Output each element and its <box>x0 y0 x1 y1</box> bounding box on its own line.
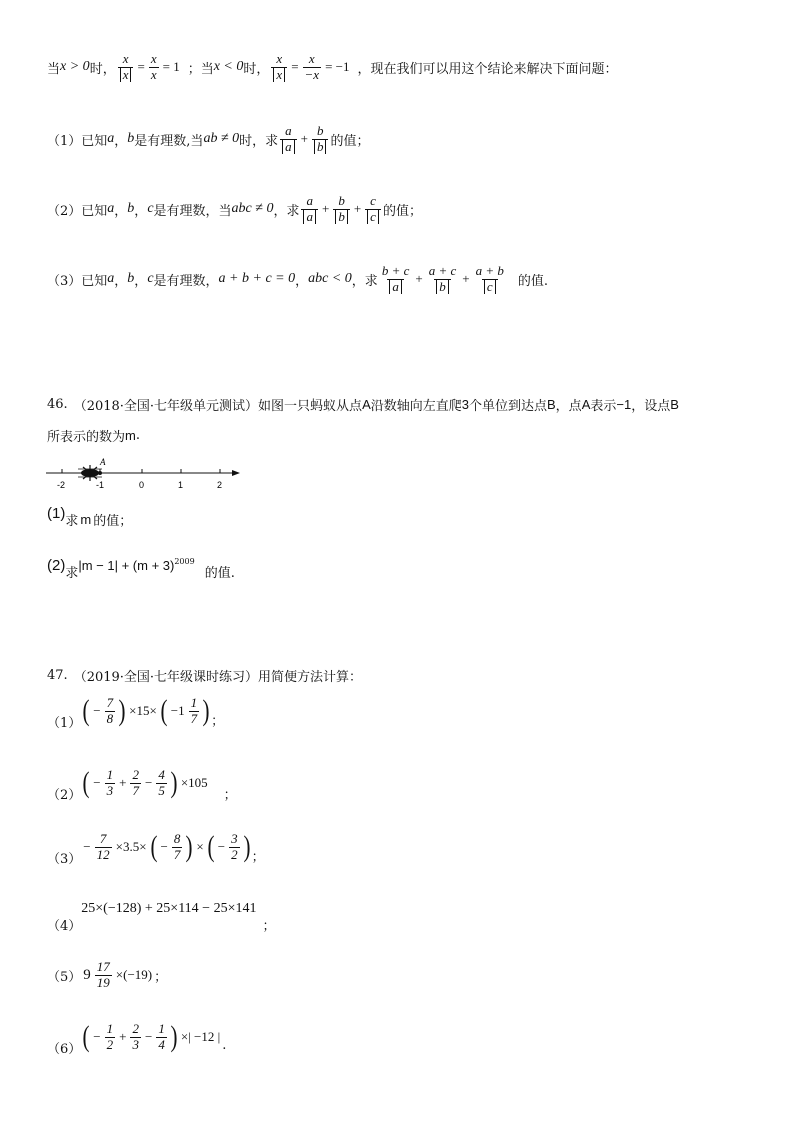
math-frac: $\frac{x}{-x}$ <box>304 51 320 82</box>
q47-item4: （4） 25×(−128) + 25×114 − 25×141 ； <box>47 900 276 934</box>
math-frac: $\frac{x}{x}$ <box>150 51 157 82</box>
intro-line: 当 x > 0 时， $\frac{x}{x}$ = $\frac{x}{x}$ = 1 ；当 x < 0 时， $\frac{x}{x}$ = $\frac{x}{-x}$ = −1 ，现在我们可以用这个结论来解决下面问题： <box>47 51 618 82</box>
intro-text: 当 <box>47 61 61 77</box>
intro-text: ，现在我们可以用这个结论来解决下面问题： <box>357 61 618 77</box>
tick-label: 2 <box>217 480 223 490</box>
math-cond: x > 0 <box>60 59 90 75</box>
q46-line1: 46. （2018·全国·七年级单元测试） 如图一只蚂蚁从点 A 沿数轴向左直爬 3 个单位到达点 B ，点 A 表示 −1 ，设点 B <box>47 397 679 414</box>
tick-label: 0 <box>139 480 145 490</box>
tick-label: -2 <box>57 480 66 490</box>
q45-sub3: （3）已知 a ， b ， c 是有理数， a + b + c = 0 ， abc < 0 ，求 $\frac{b + c}{a}$ + $\frac{a + c}{b}$ + $\frac{a + b}{c}$ 的值. <box>47 263 549 294</box>
intro-text: ；当 <box>187 61 214 77</box>
q47-item6: （6） ( − $\frac{1}{2}$ + $\frac{2}{3}$ − $\frac{1}{4}$ ) ×| −12 | . <box>47 1020 227 1057</box>
point-a-label: A <box>100 457 106 467</box>
tick-label: -1 <box>96 480 105 490</box>
math-cond: x < 0 <box>213 59 244 75</box>
q47-item2: （2） ( − $\frac{1}{3}$ + $\frac{2}{7}$ − $\frac{4}{5}$ ) ×105 ； <box>47 766 237 803</box>
intro-text: 时， <box>89 61 116 77</box>
tick-label: 1 <box>178 480 184 490</box>
number-line-figure <box>40 455 250 495</box>
q45-sub2: （2）已知 a ， b ， c 是有理数，当 abc ≠ 0 ，求 $\frac{a}{a}$ + $\frac{b}{b}$ + $\frac{c}{c}$ 的值； <box>47 193 422 224</box>
q47-item5: （5） 9 $\frac{17}{19}$ ×(−19) ； <box>47 959 168 990</box>
q47-item3: （3） − $\frac{7}{12}$ ×3.5× ( − $\frac{8}{7}$ ) × ( − $\frac{3}{2}$ ) ； <box>47 830 265 867</box>
q46-sub2: (2) 求 |m − 1| + (m + 3) 2009 的值. <box>47 557 235 581</box>
q47-item1: （1） ( − $\frac{7}{8}$ ) ×15× ( −1 $\frac{1}{7}$ ) ； <box>47 694 225 731</box>
intro-text: 时， <box>243 61 270 77</box>
math-frac: $\frac{x}{x}$ <box>118 52 134 83</box>
q45-sub1: （1）已知 a ， b 是有理数,当 ab ≠ 0 时，求 $\frac{a}{a}$ + $\frac{b}{b}$ 的值； <box>47 123 370 154</box>
q47-header: 47. （2019·全国·七年级课时练习） 用简便方法计算： <box>47 668 363 685</box>
math-frac: $\frac{x}{x}$ <box>271 52 287 83</box>
q46-line2: 所表示的数为 m . <box>47 428 140 445</box>
q46-sub1: (1) 求 m 的值； <box>47 505 133 529</box>
